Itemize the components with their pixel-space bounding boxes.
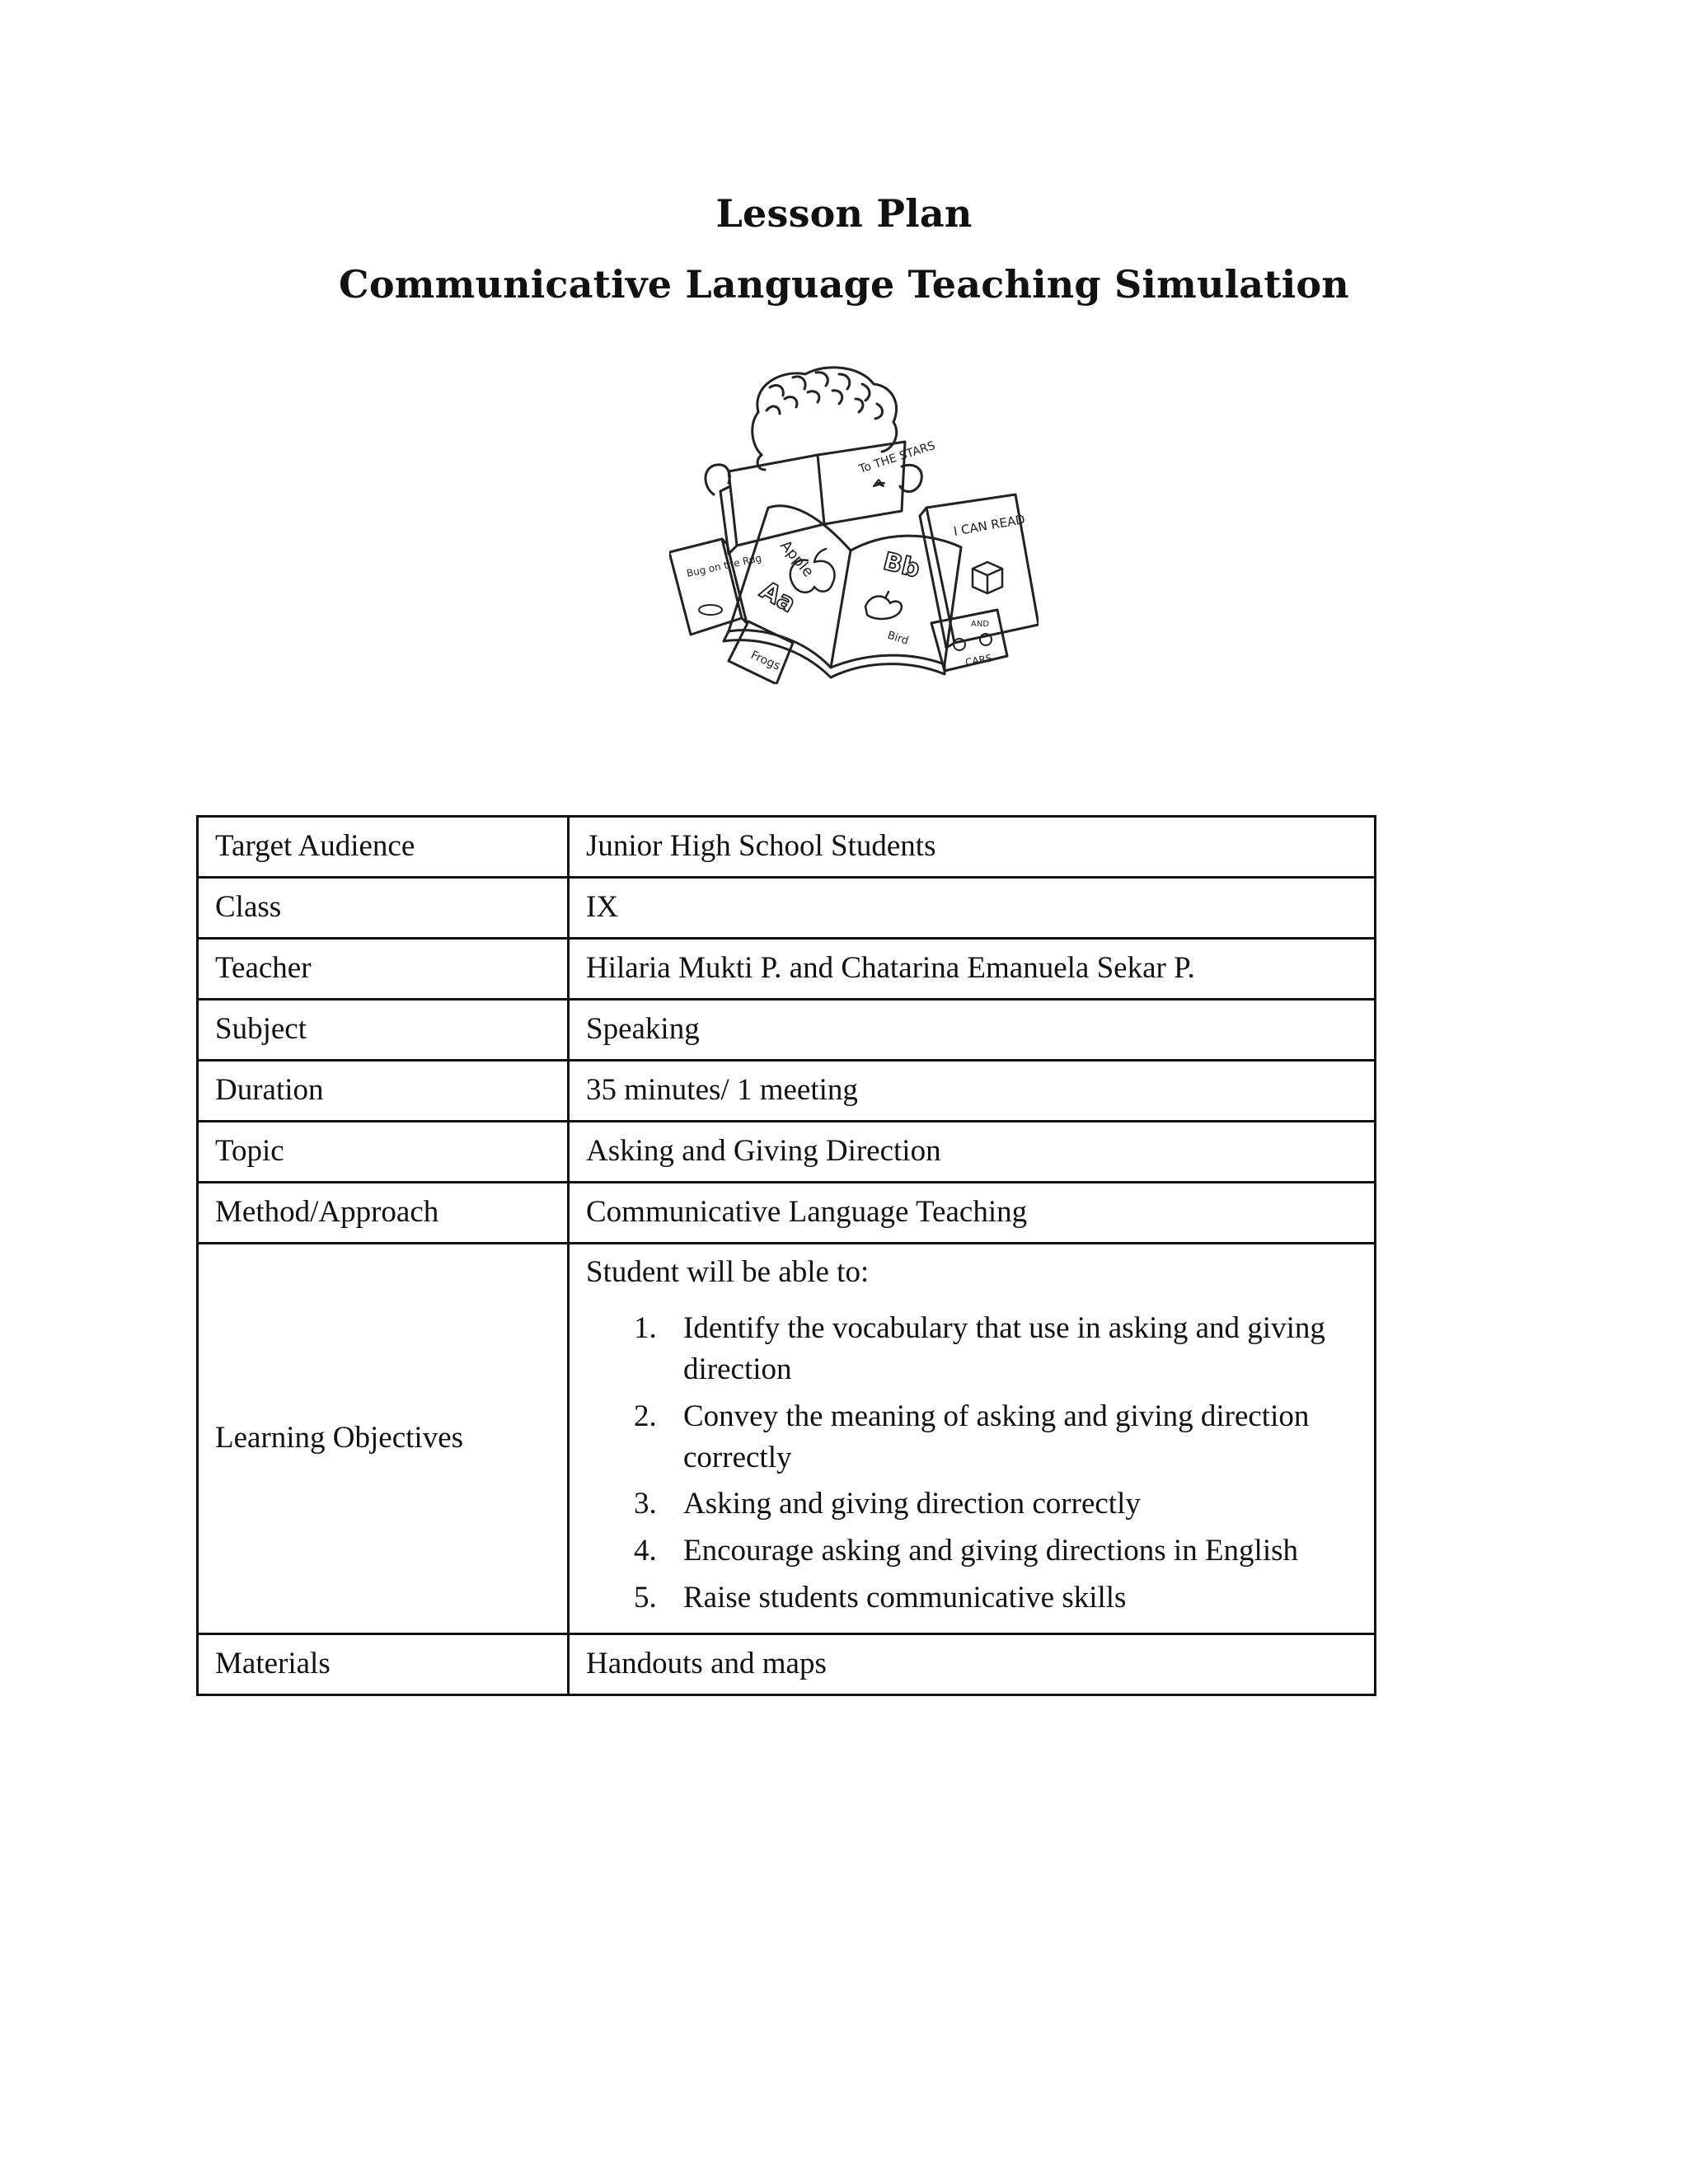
table-row (198, 1183, 1376, 1244)
list-item (586, 1396, 1357, 1479)
list-item-text: Convey the meaning of asking and giving direction correctly (683, 1399, 1310, 1474)
document-subtitle: Communicative Language Teaching Simulation (339, 262, 1349, 307)
row-label-class: Class (198, 878, 569, 939)
table-row (198, 1122, 1376, 1183)
row-label-learning-objectives: Learning Objectives (198, 1244, 569, 1634)
book-text-bug-on-the-rug: Bug on the Rug (685, 551, 763, 579)
list-item-text: Encourage asking and giving directions in English (683, 1534, 1299, 1568)
list-item-number: 1. (634, 1310, 657, 1345)
row-value-topic: Asking and Giving Direction (569, 1122, 1376, 1183)
list-item-number: 3. (634, 1487, 657, 1521)
table-row (198, 878, 1376, 939)
table-row (198, 1634, 1376, 1695)
row-value-method: Communicative Language Teaching (569, 1183, 1376, 1244)
list-item-text: Asking and giving direction correctly (683, 1487, 1141, 1521)
list-item-text: Raise students communicative skills (683, 1581, 1127, 1615)
book-text-apple: Apple (776, 537, 818, 581)
row-label-materials: Materials (198, 1634, 569, 1695)
child-reading-books-illustration (669, 363, 1039, 684)
row-value-class: IX (569, 878, 1376, 939)
left-hand (706, 465, 729, 494)
row-label-teacher: Teacher (198, 939, 569, 1000)
table-row (198, 939, 1376, 1000)
book-text-frogs: Frogs (748, 649, 782, 673)
list-item-text: Identify the vocabulary that use in asking and giving direction (683, 1310, 1325, 1386)
list-item (586, 1577, 1357, 1619)
row-value-target-audience: Junior High School Students (569, 817, 1376, 878)
row-value-teacher: Hilaria Mukti P. and Chatarina Emanuela Sekar P. (569, 939, 1376, 1000)
list-item-number: 4. (634, 1534, 657, 1568)
row-value-learning-objectives (569, 1244, 1376, 1634)
row-value-materials: Handouts and maps (569, 1634, 1376, 1695)
row-label-method: Method/Approach (198, 1183, 569, 1244)
row-label-subject: Subject (198, 1000, 569, 1061)
table-row-learning-objectives (198, 1244, 1376, 1634)
row-label-target-audience: Target Audience (198, 817, 569, 878)
book-text-bird: Bird (885, 629, 911, 648)
book-text-bb: Bb (880, 546, 923, 584)
table-row (198, 1061, 1376, 1122)
objectives-list (586, 1308, 1357, 1619)
book-text-i-can-read: I CAN READ (952, 511, 1027, 539)
lesson-info-table (196, 815, 1376, 1696)
book-text-and: AND (971, 620, 990, 629)
list-item (586, 1530, 1357, 1572)
table-row (198, 1000, 1376, 1061)
book-text-to-the-stars: To THE STARS (857, 438, 937, 476)
row-label-topic: Topic (198, 1122, 569, 1183)
list-item-number: 5. (634, 1581, 657, 1615)
list-item-number: 2. (634, 1399, 657, 1433)
row-label-duration: Duration (198, 1061, 569, 1122)
document-title: Lesson Plan (715, 191, 973, 236)
row-value-subject: Speaking (569, 1000, 1376, 1061)
book-text-aa: Aa (755, 575, 801, 619)
list-item (586, 1308, 1357, 1390)
table-row (198, 817, 1376, 878)
book-text-cars: CARS (964, 652, 993, 668)
list-item (586, 1483, 1357, 1525)
objectives-intro: Student will be able to: (586, 1255, 870, 1289)
row-value-duration: 35 minutes/ 1 meeting (569, 1061, 1376, 1122)
